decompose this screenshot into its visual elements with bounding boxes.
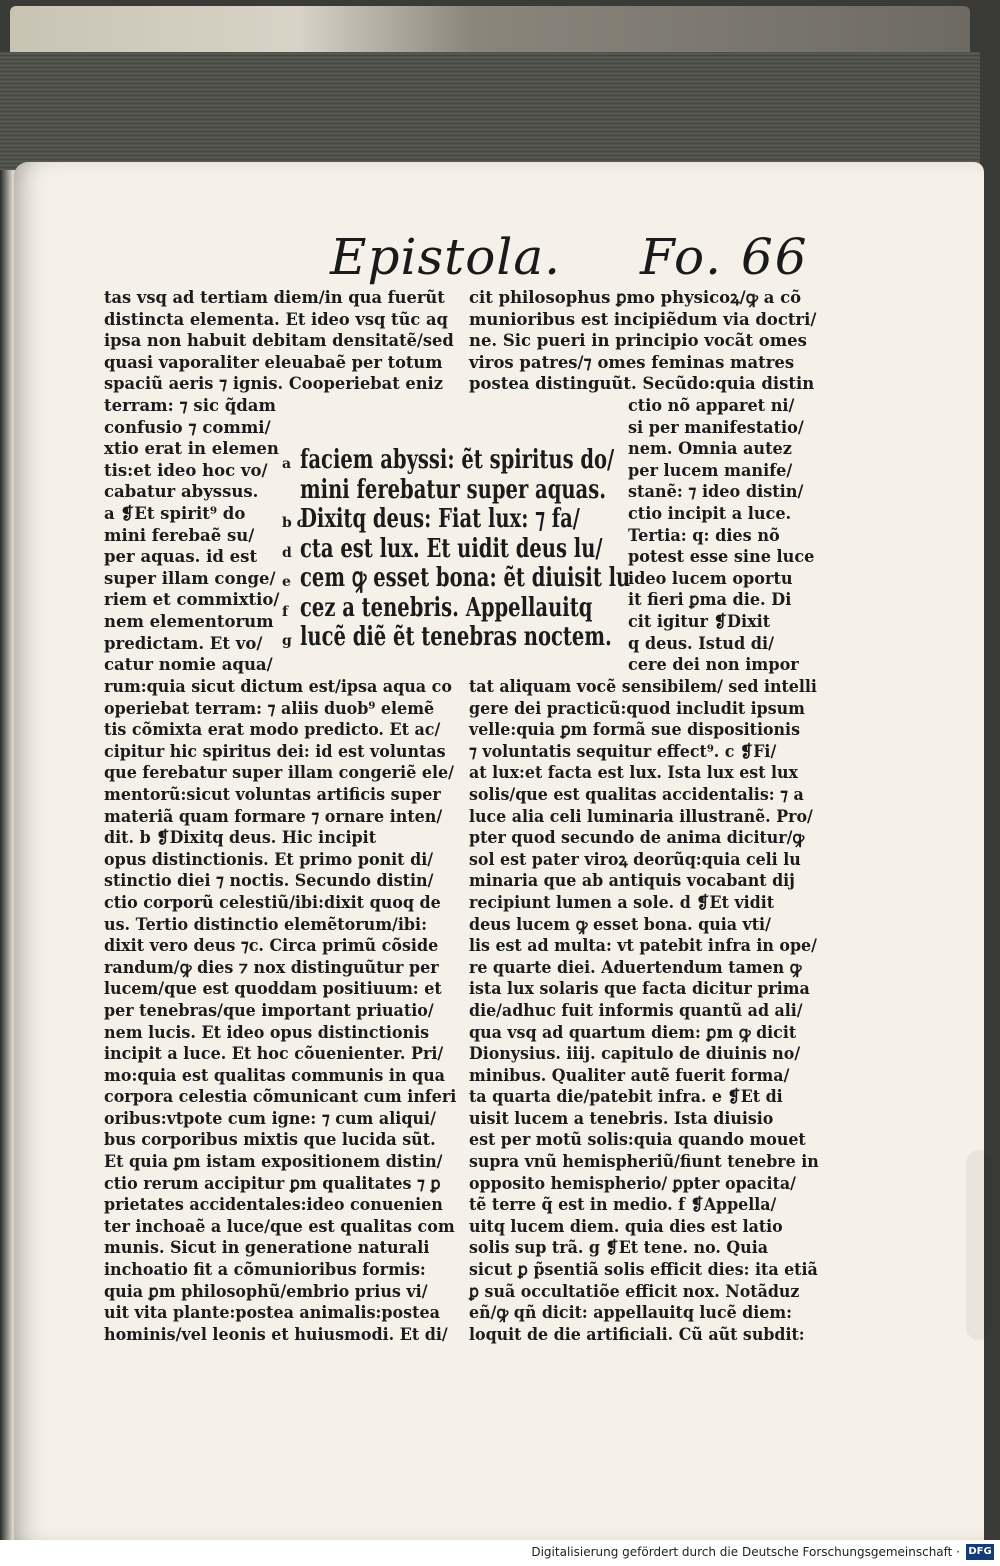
text-line: solis/que est qualitas accidentalis: ⁊ a [469,783,804,804]
text-line: randum/ꝙ dies ⁊ nox distinguũtur per [104,956,439,977]
text-line: per tenebras/que important priuatio/ [104,999,434,1020]
text-line: nem lucis. Et ideo opus distinctionis [104,1021,430,1042]
text-line: dit. b ❡Dixitq deus. Hic incipit [104,827,377,848]
text-line: ipsa non habuit debitam densitatẽ/sed [104,330,454,351]
footer-credit: Digitalisierung gefördert durch die Deutsche Forschungsgemeinschaft · [531,1545,960,1559]
text-line: materiã quam formare ⁊ ornare inten/ [104,805,443,826]
text-line: tis cõmixta erat modo predicto. Et ac/ [104,719,441,740]
text-line: inchoatio fit a cõmunioribus formis: [104,1259,426,1280]
text-line: cez a tenebris. Appellauitq [300,591,593,623]
text-line: qua vsq ad quartum diem: ꝑm ꝙ dicit [469,1021,797,1042]
text-line: tat aliquam vocẽ sensibilem/ sed intelli [469,676,817,696]
text-line: velle:quia ꝑm formã sue dispositionis [469,719,800,740]
text-line: a [282,456,292,472]
text-line: ter inchoaẽ a luce/que est qualitas com [104,1215,455,1236]
text-line: minibus. Qualiter autẽ fuerit forma/ [469,1064,790,1085]
text-line: e [282,574,291,590]
text-line: nem. Omnia autez [628,438,792,459]
book-top-edge [10,6,970,58]
scripture-gloss-letters [282,450,305,657]
running-title: Epistola. [330,228,562,286]
text-line: super illam conge/ [104,567,276,588]
text-line: munioribus est incipiẽdum via doctri/ [469,308,817,329]
text-line: gere dei practicũ:quod includit ipsum [469,697,805,718]
text-line: oribus:vtpote cum igne: ⁊ cum aliqui/ [104,1107,436,1128]
text-line: it fieri ꝑma die. Di [628,589,792,610]
text-line: ⁊ voluntatis sequitur effect⁹. c ❡Fi/ [469,740,777,761]
text-line: ctio incipit a luce. [628,502,792,523]
text-line: mini ferebatur super aquas. [300,473,607,505]
text-line: uitq lucem diem. quia dies est latio [469,1215,783,1236]
text-line: stanẽ: ⁊ ideo distin/ [628,481,804,502]
text-line: cit philosophus ꝑmo physicoꝝ/ꝙ a cõ [469,287,802,307]
text-line: cta est lux. Et uidit deus lu/ [300,532,603,564]
text-line: quasi vaporaliter eleuabaẽ per totum [104,351,443,372]
text-line: uit vita plante:postea animalis:postea [104,1302,440,1323]
text-line: nem elementorum [104,610,274,631]
text-line: faciem abyssi: ẽt spiritus do/ [300,444,615,475]
text-line: lucẽ diẽ ẽt tenebras noctem. [300,621,612,652]
text-line: per lucem manife/ [628,459,793,480]
text-line: Tertia: q: dies nõ [628,524,780,545]
text-line: q deus. Istud di/ [628,632,775,653]
text-line: stinctio diei ⁊ noctis. Secundo distin/ [104,870,434,891]
text-line: cem ꝙ esset bona: ẽt diuisit lu [300,562,631,593]
text-line: bus corporibus mixtis que lucida sũt. [104,1129,436,1150]
left-column-bottom [104,676,471,1345]
right-column-bottom [469,676,836,1345]
text-line: b c [282,515,306,531]
scripture-text [300,445,748,652]
text-line: rum:quia sicut dictum est/ipsa aqua co [104,676,452,696]
text-line: prietates accidentales:ideo conuenien [104,1194,443,1215]
text-line: ctio corporũ celestiũ/ibi:dixit quoq de [104,891,441,912]
text-line: ideo lucem oportu [628,567,793,588]
text-line: Dixitq deus: Fiat lux: ⁊ fa/ [300,503,580,534]
dfg-logo: DFG [966,1544,994,1560]
text-line: sicut ꝑ p̃sentiã solis efficit dies: ita etiã [469,1259,818,1280]
text-line: solis sup trã. g ❡Et tene. no. Quia [469,1237,768,1258]
text-line: f [282,603,289,620]
text-line: ta quarta die/patebit infra. e ❡Et di [469,1086,783,1107]
text-line: opposito hemispherio/ ꝑpter opacita/ [469,1172,796,1193]
text-line: sol est pater viroꝝ deorũq:quia celi lu [469,848,801,869]
text-line: que ferebatur super illam congeriẽ ele/ [104,762,454,783]
text-line: est per motũ solis:quia quando mouet [469,1129,806,1150]
text-line: ctio rerum accipitur ꝑm qualitates ⁊ ꝑ [104,1172,441,1193]
text-line: si per manifestatio/ [628,416,804,437]
text-line: predictam. Et vo/ [104,632,263,653]
page-shadow [966,1150,992,1340]
text-line: corpora celestia cõmunicant cum inferi [104,1086,457,1107]
text-line: opus distinctionis. Et primo ponit di/ [104,848,434,869]
text-line: cere dei non impor [628,654,799,675]
text-line: incipit a luce. Et hoc cõuenienter. Pri/ [104,1043,444,1064]
text-line: distincta elementa. Et ideo vsq tũc aq [104,308,448,329]
text-line: g [282,633,292,649]
text-line: die/adhuc fuit informis quantũ ad ali/ [469,999,803,1020]
text-line: potest esse sine luce [628,546,815,567]
text-line: catur nomie aqua/ [104,654,273,675]
right-column-top [469,287,820,395]
text-line: ctio nõ apparet ni/ [628,395,795,415]
left-column-middle [104,395,281,676]
text-line: munis. Sicut in generatione naturali [104,1237,430,1258]
text-line: ne. Sic pueri in principio vocãt omes [469,330,807,351]
folio-number: Fo. 66 [640,228,809,286]
text-line: dixit vero deus ⁊c. Circa primũ cõside [104,935,439,956]
text-line: confusio ⁊ commi/ [104,416,271,437]
text-line: riem et commixtio/ [104,589,280,610]
text-line: a ❡Et spirit⁹ do [104,502,246,523]
text-line: recipiunt lumen a sole. d ❡Et vidit [469,891,775,912]
text-line: mentorũ:sicut voluntas artificis super [104,783,441,804]
text-line: Et quia ꝑm istam expositionem distin/ [104,1151,443,1172]
text-line: re quarte diei. Aduertendum tamen ꝙ [469,956,802,977]
text-line: cipitur hic spiritus dei: id est voluntas [104,740,446,761]
footer-bar [0,1540,1000,1566]
text-line: lis est ad multa: vt patebit infra in ope/ [469,935,817,956]
text-line: Dionysius. iiij. capitulo de diuinis no/ [469,1043,801,1064]
text-line: postea distinguũt. Secũdo:quia distin [469,373,815,394]
text-line: ista lux solaris que facta dicitur prima [469,978,810,999]
text-line: at lux:et facta est lux. Ista lux est lux [469,762,799,783]
text-line: mo:quia est qualitas communis in qua [104,1064,445,1085]
text-line: cabatur abyssus. [104,481,259,502]
text-line: xtio erat in elemen [104,438,279,459]
text-line: tis:et ideo hoc vo/ [104,459,268,480]
text-line: deus lucem ꝙ esset bona. quia vti/ [469,913,771,934]
text-line: lucem/que est quoddam positiuum: et [104,978,442,999]
text-line: tas vsq ad tertiam diem/in qua fuerũt [104,287,445,307]
text-line: eñ/ꝙ qñ dicit: appellauitq lucẽ diem: [469,1302,792,1323]
text-line: spaciũ aeris ⁊ ignis. Cooperiebat eniz [104,373,443,394]
text-line: ꝑ suã occultatiõe efficit nox. Notãduz [469,1280,800,1301]
text-line: viros patres/⁊ omes feminas matres [469,351,795,372]
text-line: pter quod secundo de anima dicitur/ꝙ [469,827,805,848]
text-line: terram: ⁊ sic q̃dam [104,395,276,415]
text-line [282,480,305,510]
text-line: quia ꝑm philosophũ/embrio prius vi/ [104,1280,428,1301]
text-line: uisit lucem a tenebris. Ista diuisio [469,1107,774,1128]
text-line: mini ferebaẽ su/ [104,524,255,545]
text-line: hominis/vel leonis et huiusmodi. Et di/ [104,1323,448,1344]
text-line: luce alia celi luminaria illustranẽ. Pro/ [469,805,813,826]
text-line: d [282,544,292,561]
text-line: minaria que ab antiquis vocabant dij [469,870,795,891]
text-line: tẽ terre q̃ est in medio. f ❡Appella/ [469,1194,777,1215]
text-line: us. Tertio distinctio elemẽtorum/ibi: [104,913,427,934]
text-line: operiebat terram: ⁊ aliis duob⁹ elemẽ [104,697,435,718]
text-line: cit igitur ❡Dixit [628,610,771,631]
book-page-edges [0,52,980,170]
text-line: supra vnũ hemispheriũ/fiunt tenebre in [469,1151,819,1172]
left-column-top [104,287,461,395]
text-line: loquit de die artificiali. Cũ aũt subdit: [469,1323,805,1344]
text-line: per aquas. id est [104,546,258,567]
